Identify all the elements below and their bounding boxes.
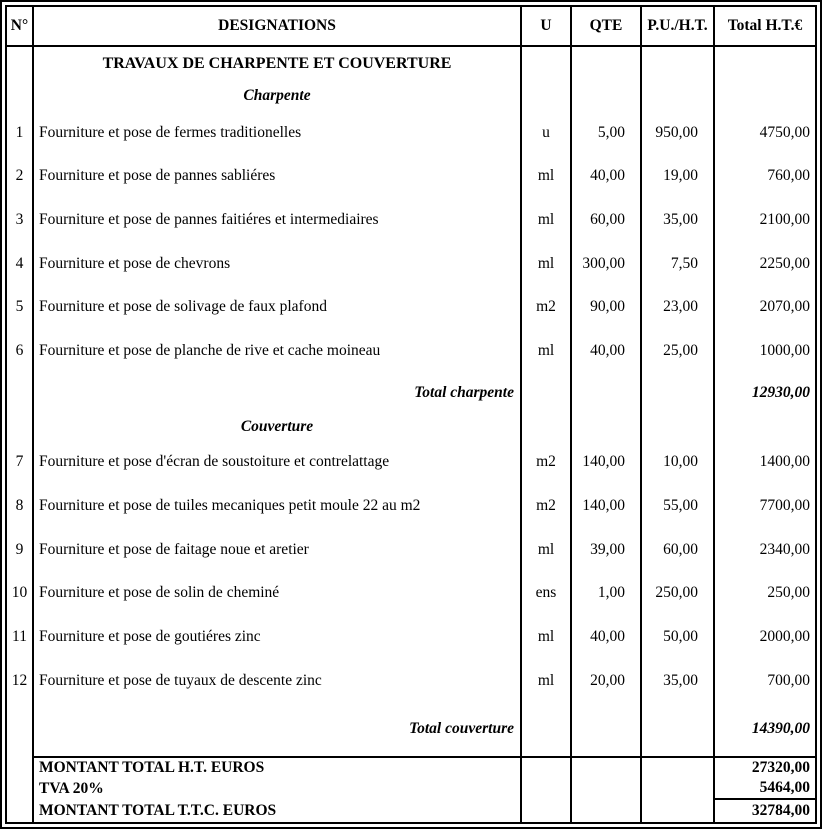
- item-total: 7700,00: [759, 496, 810, 514]
- item-unit: ml: [522, 242, 572, 286]
- empty-cell: [522, 47, 572, 81]
- item-no: 6: [7, 329, 34, 373]
- col-header-designations: DESIGNATIONS: [34, 7, 522, 47]
- item-qty: 40,00: [572, 155, 642, 198]
- item-total: 250,00: [767, 584, 810, 602]
- total-charpente-value: 12930,00: [751, 383, 810, 401]
- empty-cell: [715, 81, 815, 111]
- empty-cell: [7, 81, 34, 111]
- item-designation: Fourniture et pose de fermes traditionelles: [34, 111, 522, 155]
- section-title: TRAVAUX DE CHARPENTE ET COUVERTURE: [34, 47, 522, 81]
- item-no: 9: [7, 528, 34, 572]
- item-designation: Fourniture et pose de tuyaux de descente zinc: [34, 659, 522, 703]
- item-unit-price: 25,00: [642, 329, 715, 373]
- empty-cell: [572, 756, 642, 778]
- item-unit: m2: [522, 286, 572, 329]
- col-header-qty: QTE: [572, 7, 642, 47]
- item-qty: 60,00: [572, 198, 642, 242]
- empty-cell: [522, 703, 572, 756]
- empty-cell: [7, 373, 34, 413]
- item-qty: 300,00: [572, 242, 642, 286]
- item-unit-price: 950,00: [642, 111, 715, 155]
- item-total: 2340,00: [759, 540, 810, 558]
- item-qty: 140,00: [572, 484, 642, 528]
- summary-label-tva: TVA 20%: [34, 778, 522, 800]
- item-unit: m2: [522, 484, 572, 528]
- empty-cell: [572, 703, 642, 756]
- item-unit-price: 19,00: [642, 155, 715, 198]
- item-unit-price: 10,00: [642, 441, 715, 484]
- item-qty: 90,00: [572, 286, 642, 329]
- item-qty: 39,00: [572, 528, 642, 572]
- item-unit-price: 60,00: [642, 528, 715, 572]
- item-unit: ml: [522, 155, 572, 198]
- item-total: 700,00: [767, 671, 810, 689]
- total-couverture-label: Total couverture: [34, 703, 522, 756]
- empty-cell: [572, 413, 642, 441]
- empty-cell: [7, 413, 34, 441]
- item-no: 12: [7, 659, 34, 703]
- item-qty: 20,00: [572, 659, 642, 703]
- item-unit: ml: [522, 198, 572, 242]
- empty-cell: [522, 81, 572, 111]
- summary-label-total-ttc: MONTANT TOTAL T.T.C. EUROS: [34, 800, 522, 822]
- empty-cell: [522, 800, 572, 822]
- item-designation: Fourniture et pose d'écran de soustoiture et contrelattage: [34, 441, 522, 484]
- item-designation: Fourniture et pose de tuiles mecaniques petit moule 22 au m2: [34, 484, 522, 528]
- item-designation: Fourniture et pose de pannes faitiéres et intermediaires: [34, 198, 522, 242]
- item-no: 2: [7, 155, 34, 198]
- empty-cell: [7, 756, 34, 778]
- col-header-total: Total H.T.€: [715, 7, 815, 47]
- item-unit: ens: [522, 572, 572, 615]
- empty-cell: [7, 778, 34, 800]
- item-unit-price: 250,00: [642, 572, 715, 615]
- empty-cell: [572, 373, 642, 413]
- item-designation: Fourniture et pose de goutiéres zinc: [34, 615, 522, 659]
- item-no: 1: [7, 111, 34, 155]
- item-no: 11: [7, 615, 34, 659]
- summary-value-total-ttc: 32784,00: [751, 801, 810, 819]
- item-no: 10: [7, 572, 34, 615]
- subsection-couverture: Couverture: [34, 413, 522, 441]
- col-header-no: N°: [7, 7, 34, 47]
- item-qty: 5,00: [572, 111, 642, 155]
- empty-cell: [572, 778, 642, 800]
- item-unit: u: [522, 111, 572, 155]
- empty-cell: [522, 373, 572, 413]
- item-total: 1400,00: [759, 453, 810, 471]
- empty-cell: [522, 413, 572, 441]
- item-unit-price: 23,00: [642, 286, 715, 329]
- item-unit: ml: [522, 615, 572, 659]
- item-designation: Fourniture et pose de pannes sabliéres: [34, 155, 522, 198]
- item-unit-price: 35,00: [642, 198, 715, 242]
- empty-cell: [642, 413, 715, 441]
- item-designation: Fourniture et pose de chevrons: [34, 242, 522, 286]
- item-total: 4750,00: [759, 123, 810, 141]
- empty-cell: [522, 778, 572, 800]
- item-qty: 40,00: [572, 615, 642, 659]
- item-unit: m2: [522, 441, 572, 484]
- empty-cell: [572, 800, 642, 822]
- empty-cell: [7, 800, 34, 822]
- empty-cell: [642, 373, 715, 413]
- item-qty: 40,00: [572, 329, 642, 373]
- item-unit-price: 7,50: [642, 242, 715, 286]
- item-unit: ml: [522, 659, 572, 703]
- item-unit-price: 55,00: [642, 484, 715, 528]
- item-no: 3: [7, 198, 34, 242]
- item-designation: Fourniture et pose de faitage noue et aretier: [34, 528, 522, 572]
- item-qty: 1,00: [572, 572, 642, 615]
- item-unit-price: 35,00: [642, 659, 715, 703]
- empty-cell: [642, 756, 715, 778]
- quote-table: [5, 5, 817, 824]
- empty-cell: [572, 81, 642, 111]
- summary-value-total-ht: 27320,00: [715, 756, 815, 778]
- subsection-charpente: Charpente: [34, 81, 522, 111]
- item-unit-price: 50,00: [642, 615, 715, 659]
- item-qty: 140,00: [572, 441, 642, 484]
- empty-cell: [642, 81, 715, 111]
- empty-cell: [642, 703, 715, 756]
- item-no: 8: [7, 484, 34, 528]
- item-designation: Fourniture et pose de planche de rive et cache moineau: [34, 329, 522, 373]
- empty-cell: [522, 756, 572, 778]
- item-total: 1000,00: [759, 341, 810, 359]
- summary-value-tva: 5464,00: [715, 778, 815, 800]
- empty-cell: [572, 47, 642, 81]
- empty-cell: [642, 778, 715, 800]
- total-couverture-value: 14390,00: [751, 720, 810, 738]
- summary-label-total-ht: MONTANT TOTAL H.T. EUROS: [34, 756, 522, 778]
- item-total: 760,00: [767, 167, 810, 185]
- item-designation: Fourniture et pose de solivage de faux plafond: [34, 286, 522, 329]
- empty-cell: [642, 800, 715, 822]
- item-total: 2000,00: [759, 627, 810, 645]
- empty-cell: [7, 47, 34, 81]
- item-total: 2250,00: [759, 254, 810, 272]
- empty-cell: [7, 703, 34, 756]
- item-unit: ml: [522, 528, 572, 572]
- item-designation: Fourniture et pose de solin de cheminé: [34, 572, 522, 615]
- item-no: 7: [7, 441, 34, 484]
- col-header-unit: U: [522, 7, 572, 47]
- item-unit: ml: [522, 329, 572, 373]
- empty-cell: [715, 413, 815, 441]
- item-total: 2070,00: [759, 298, 810, 316]
- empty-cell: [715, 47, 815, 81]
- col-header-unit-price: P.U./H.T.: [642, 7, 715, 47]
- item-no: 4: [7, 242, 34, 286]
- total-charpente-label: Total charpente: [34, 373, 522, 413]
- item-no: 5: [7, 286, 34, 329]
- empty-cell: [642, 47, 715, 81]
- item-total: 2100,00: [759, 210, 810, 228]
